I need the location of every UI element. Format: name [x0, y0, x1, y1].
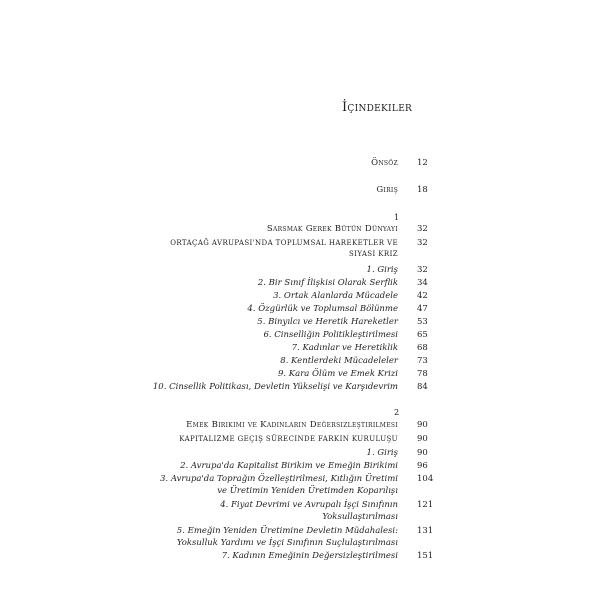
entry-page: 104 — [417, 474, 434, 484]
entry-page: 47 — [417, 304, 428, 314]
entry-page: 42 — [417, 291, 428, 301]
entry-page: 32 — [417, 265, 428, 275]
part-number: 2 — [394, 408, 400, 417]
entry-page: 53 — [417, 317, 428, 327]
entry-page: 131 — [417, 526, 434, 536]
entry-page: 73 — [417, 356, 428, 366]
entry-page: 90 — [417, 434, 428, 444]
entry-page: 151 — [417, 551, 434, 561]
entry-page: 65 — [417, 330, 428, 340]
entry-page: 90 — [417, 420, 428, 430]
entry-page: 68 — [417, 343, 428, 353]
entry-page: 32 — [417, 224, 428, 234]
entry-page: 12 — [417, 158, 428, 168]
entry-page: 18 — [417, 185, 428, 195]
entry-page: 34 — [417, 278, 428, 288]
entry-page: 78 — [417, 369, 428, 379]
entry-page: 84 — [417, 382, 428, 392]
toc-page: İçindekiler Önsöz 12 Giriş 18 1 Sarsmak Gerek Bütün Dünyayı 32 ORTAÇAĞ AVRUPASI'NDA TOPLUMSAL HAREKETLER VE 32 SIYASI KRIZ 1. Giriş 32 2. Bir Sınıf İlişkisi Olarak Serflik 34 3. Ortak Alanlarda Mücadele 42 4. Özgürlük ve Toplumsal Bölünme 47 5. Binyılcı ve Heretik Hareketler 53 6. Cinselliğin Politikleştirilmesi 65 7. Kadınlar ve Heretiklik 68 8. Kentlerdeki Mücadeleler 73 9. Kara Ölüm ve Emek Krizi 78 10. Cinsellik Politikası, Devletin Yükselişi ve Karşıdevrim 84 2 Emek Birikimi ve Kadınların Değersizleştirilmesi 90 KAPITALIZME GEÇIŞ SÜRECINDE FARKIN KURULUŞU 90 1. Giriş 90 2. Avrupa'da Kapitalist Birikim ve Emeğin Birikimi 96 3. Avrupa'da Toprağın Özelleştirilmesi, Kıtlığın Üretimi 104 ve Üretimin Yeniden Üretimden Koparılışı 4. Fiyat Devrimi ve Avrupalı İşçi Sınıfının 121 Yoksullaştırılması 5. Emeğin Yeniden Üretimine Devletin Müdahalesi: 131 Yoksulluk Yardımı ve İşçi Sınıfının Suçlulaştırılması 7. Kadının Emeğinin Değersizleştirilmesi 151 — [152, 100, 434, 561]
entry-page: 32 — [417, 238, 428, 248]
page-title: İçindekiler — [342, 100, 413, 115]
entry-page: 96 — [417, 461, 428, 471]
entry-label: Önsöz — [371, 158, 398, 168]
part-number: 1 — [394, 213, 400, 222]
entry-page: 121 — [417, 500, 434, 510]
entry-page: 90 — [417, 448, 428, 458]
entry-label: Giriş — [376, 185, 398, 195]
